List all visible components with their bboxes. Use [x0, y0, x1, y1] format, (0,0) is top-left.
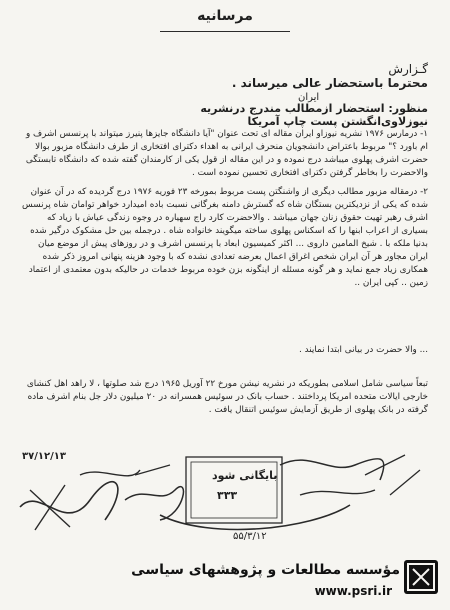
paragraph-4-text: تبعاً سیاسی شامل اسلامی بطوریکه در نشریه نیشن مورخ ۲۲ آوریل ۱۹۶۵ درج شد صلوتها ، لا راهد اهل کنشای خارجی ایالات متحده امریکا پرداختند . حساب بانک در سوئیس همسرانه در ۲۰ میلیون دلار جل بنام اشرف ماده گرفته در بانک پهلوی از طریق آزمایش سوئیس اتنقال یافت .	[26, 379, 428, 415]
paragraph-4	[22, 378, 428, 446]
top-heading: مرسانیه	[197, 8, 253, 24]
stamp-date: ۵۵/۳/۱۲	[233, 531, 267, 542]
heading-underline	[160, 31, 290, 32]
paragraph-3	[22, 344, 428, 362]
organization-name: مؤسسه مطالعات و پژوهشهای سیاسی	[131, 562, 400, 578]
subject-line: منظور: استحضار ازمطالب مندرج درنشریه نیوزلاوی‌انگشتن پست چاپ آمریکا	[200, 102, 428, 128]
paragraph-3-text: ... والا حضرت در بیانی ابتدا نمایند .	[299, 345, 428, 355]
stamp-label: بایگانی شود	[212, 469, 278, 482]
psri-logo-icon	[404, 560, 438, 594]
paragraph-2-text: ۲- درمقاله مزبور مطالب دیگری از واشنگتن پست مربوط بمورخه ۲۳ فوریه ۱۹۷۶ درج گردیده که در آن عنوان شده که یکی از نزدیکترین بستگان شاه که گسترش دامنه بغرگانی نسبت باده امیدارد خواهر توامان شاه پرنسس اشرف رهبر تهیت حقوق زنان جهان میباشد . والاحضرت کارد راج سهیاره در وجوه زندگی عیاش با زیاد که بسیاری از اعراب ابنها را که اسکناس پهلوی ساخته میگویند خانواده شاه . درجمله بین حل مشکوک درگیر شده بدنیا ملکه با . شیخ المامین داروی ... اکثر کمیسیون ابعاد با پرنسس اشرف و در روزهای پیش از موضع میان ایران مجاور هر آن ایران شخص اغراق اعمال بعرضه تعدادی نشده که با وجود هزینه پنهانی امروز ذکر شده همکاری زیاد جمع نماید و هر گونه مسئله از اینگونه بزن خوده مربوط خدمات در حالیکه بدون معتمدی از اعتماد زمین .. کپی ایران ..	[22, 187, 428, 288]
paragraph-1	[22, 128, 428, 180]
report-label: گـزارش	[388, 62, 428, 76]
recipient-line: محترما باستحضار عالی میرساند .	[231, 76, 428, 90]
stamp-number: ۳۳۳	[217, 489, 238, 502]
subject-block	[128, 92, 428, 128]
handwritten-date: ۳۷/۱۲/۱۳	[22, 451, 66, 462]
paragraph-2	[22, 186, 428, 334]
footer	[0, 552, 450, 610]
paragraph-1-text: ۱- درمارس ۱۹۷۶ نشریه نیوزاو ایران مقاله ای تحت عنوان "آیا دانشگاه جایزها پنیرز میتواند با پرنسس اشرف و ام باورد ؟" مربوط باعتراض دانشجویان منحرف ایرانی به اهداء دکترای افتخاری از طرف دانشگاه مزبور بوالا حضرت اشرف پهلوی میباشد درج نموده و در این مقاله از قول یکی از کارمندان گفته شده که دانشگاه تابستگی والاحضرت را بخاطر گرفتن دکترای افتخاری تحسین نموده است .	[25, 129, 428, 178]
organization-url: www.psri.ir	[314, 584, 392, 598]
iran-annotation: ایران	[298, 92, 320, 103]
signature-area	[10, 445, 440, 540]
